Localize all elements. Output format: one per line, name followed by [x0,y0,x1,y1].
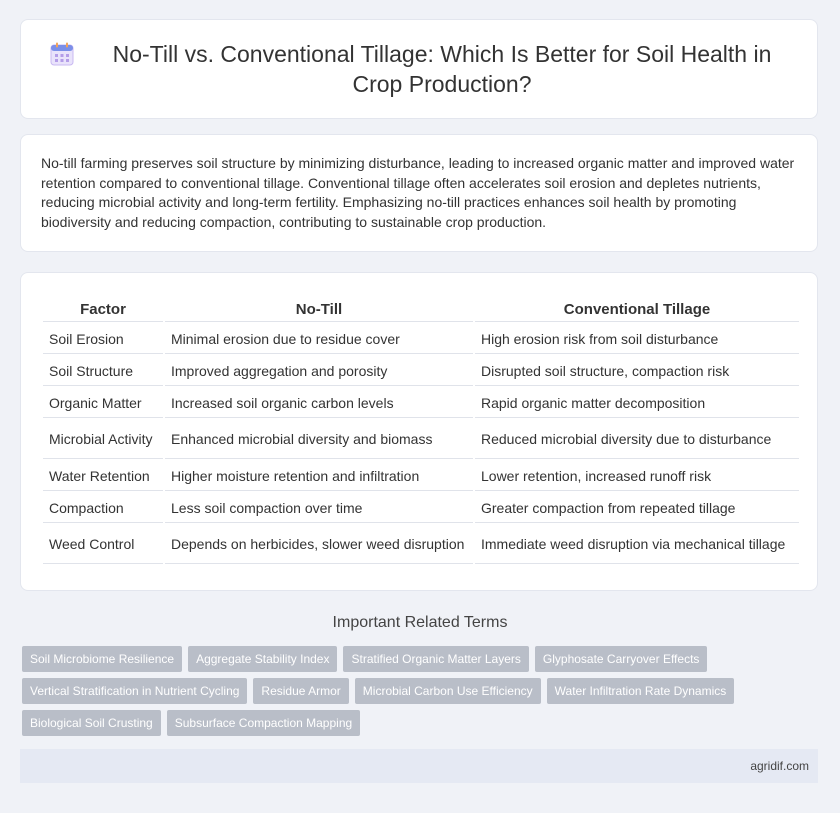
table-header-row [43,297,799,322]
no-till-cell: Increased soil organic carbon levels [165,388,473,418]
related-terms-title: Important Related Terms [332,614,508,631]
footer-site-link[interactable]: agridif.com [750,759,809,773]
conventional-cell: Reduced microbial diversity due to disturbance [475,420,799,459]
related-term-tag[interactable]: Water Infiltration Rate Dynamics [547,678,735,704]
conventional-cell: Immediate weed disruption via mechanical tillage [475,525,799,564]
summary-card [20,134,818,252]
conventional-cell: Rapid organic matter decomposition [475,388,799,418]
related-term-tag[interactable]: Stratified Organic Matter Layers [343,646,528,672]
page-title: No-Till vs. Conventional Tillage: Which Is Better for Soil Health in Crop Production? [112,41,772,97]
comparison-table [41,295,801,566]
header-no-till: No-Till [165,297,473,322]
conventional-cell: Disrupted soil structure, compaction risk [475,356,799,386]
related-term-tag[interactable]: Biological Soil Crusting [22,710,161,736]
table-row [43,461,799,491]
factor-cell: Water Retention [43,461,163,491]
footer [20,749,818,783]
conventional-cell: Greater compaction from repeated tillage [475,493,799,523]
related-term-tag[interactable]: Soil Microbiome Resilience [22,646,182,672]
conventional-cell: High erosion risk from soil disturbance [475,324,799,354]
related-term-tag[interactable]: Subsurface Compaction Mapping [167,710,360,736]
factor-cell: Microbial Activity [43,420,163,459]
no-till-cell: Depends on herbicides, slower weed disruption [165,525,473,564]
table-row [43,388,799,418]
table-row [43,324,799,354]
comparison-table-card [20,272,818,591]
related-term-tag[interactable]: Vertical Stratification in Nutrient Cycling [22,678,247,704]
related-term-tag[interactable]: Residue Armor [253,678,348,704]
table-row [43,356,799,386]
table-row [43,420,799,459]
table-row [43,525,799,564]
related-term-tag[interactable]: Glyphosate Carryover Effects [535,646,708,672]
title-card [20,19,818,119]
factor-cell: Weed Control [43,525,163,564]
no-till-cell: Higher moisture retention and infiltration [165,461,473,491]
header-conventional-tillage: Conventional Tillage [475,297,799,322]
title-wrap [49,39,789,99]
factor-cell: Soil Erosion [43,324,163,354]
factor-cell: Soil Structure [43,356,163,386]
factor-cell: Compaction [43,493,163,523]
factor-cell: Organic Matter [43,388,163,418]
no-till-cell: Less soil compaction over time [165,493,473,523]
calendar-icon [49,41,75,67]
related-terms-tags [22,646,822,736]
no-till-cell: Enhanced microbial diversity and biomass [165,420,473,459]
no-till-cell: Improved aggregation and porosity [165,356,473,386]
no-till-cell: Minimal erosion due to residue cover [165,324,473,354]
conventional-cell: Lower retention, increased runoff risk [475,461,799,491]
header-factor: Factor [43,297,163,322]
related-term-tag[interactable]: Aggregate Stability Index [188,646,337,672]
table-row [43,493,799,523]
summary-text: No-till farming preserves soil structure by minimizing disturbance, leading to increased organic matter and improved water retention compared to conventional tillage. Conventional tillage often accelerates soil erosion and depletes nutrients, reducing microbial activity and long-term fertility. Emphasizing no-till practices enhances soil health by promoting biodiversity and reducing compaction, contributing to sustainable crop production. [41,155,795,230]
related-term-tag[interactable]: Microbial Carbon Use Efficiency [355,678,541,704]
